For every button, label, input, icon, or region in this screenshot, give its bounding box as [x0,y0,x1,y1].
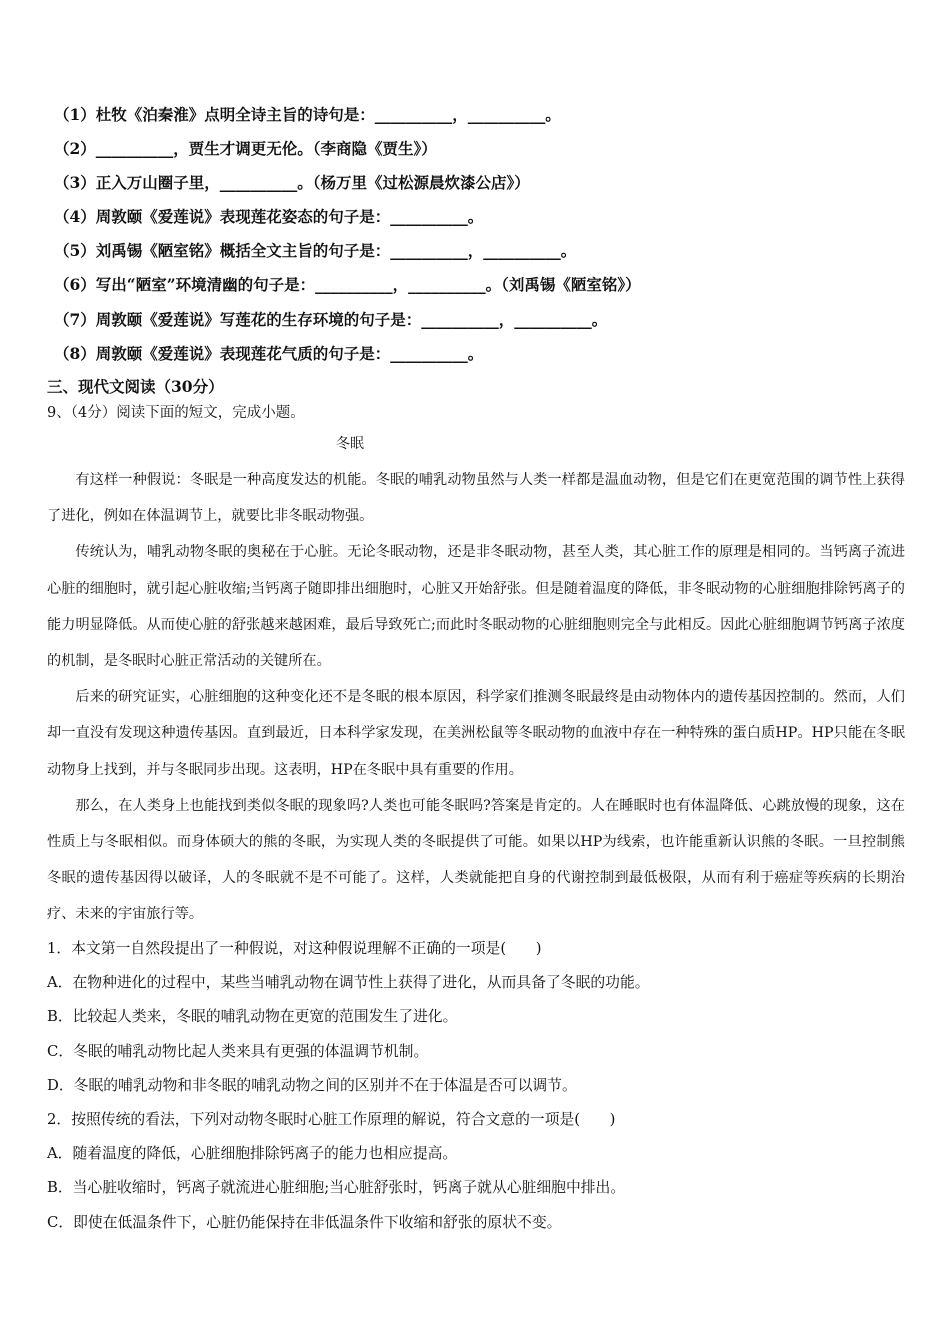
question-2-option-a: A．随着温度的降低，心脏细胞排除钙离子的能力也相应提高。 [47,1145,458,1163]
paragraph: 那么，在人类身上也能找到类似冬眠的现象吗?人类也可能冬眠吗?答案是肯定的。人在睡眠时也有体温降低、心跳放慢的现象，这在性质上与冬眠相似。而身体硕大的熊的冬眠，为实现人类的冬眠提供了可能。如果以HP为线索，也许能重新认识熊的冬眠。一旦控制熊冬眠的遗传基因得以破译，人的冬眠就不是不可能了。这样，人类就能把自身的代谢控制到最低极限，从而有利于癌症等疾病的长期治疗、未来的宇宙旅行等。 [47,797,905,923]
question-2-stem: 2．按照传统的看法，下列对动物冬眠时心脏工作原理的解说，符合文意的一项是( ) [47,1111,616,1129]
question-2-option-b: B．当心脏收缩时，钙离子就流进心脏细胞;当心脏舒张时，钙离子就从心脏细胞中排出。 [47,1179,626,1197]
fill-item-3: （3）正入万山圈子里，__________。（杨万里《过松源晨炊漆公店》） [54,173,530,192]
fill-item-6: （6）写出“陋室”环境清幽的句子是：__________，__________。（刘禹锡《陋室铭》） [54,275,641,294]
passage-body [47,462,905,933]
paragraph: 后来的研究证实，心脏细胞的这种变化还不是冬眠的根本原因，科学家们推测冬眠最终是由动物体内的遗传基因控制的。然而，人们却一直没有发现这种遗传基因。直到最近，日本科学家发现，在美洲松鼠等冬眠动物的血液中存在一种特殊的蛋白质HP。HP只能在冬眠动物身上找到，并与冬眠同步出现。这表明，HP在冬眠中具有重要的作用。 [47,689,905,778]
question-1-option-d: D．冬眠的哺乳动物和非冬眠的哺乳动物之间的区别并不在于体温是否可以调节。 [47,1076,577,1094]
paragraph: 有这样一种假说：冬眠是一种高度发达的机能。冬眠的哺乳动物虽然与人类一样都是温血动物，但是它们在更宽范围的调节性上获得了进化，例如在体温调节上，就要比非冬眠动物强。 [47,472,905,525]
fill-item-5: （5）刘禹锡《陋室铭》概括全文主旨的句子是：__________，__________。 [54,241,577,260]
question-1-stem: 1．本文第一自然段提出了一种假说，对这种假说理解不正确的一项是( ) [47,940,542,957]
questions [47,932,907,1240]
question-1-option-c: C．冬眠的哺乳动物比起人类来具有更强的体温调节机制。 [47,1042,429,1060]
fill-item-7: （7）周敦颐《爱莲说》写莲花的生存环境的句子是：__________，__________。 [54,310,608,329]
fill-item-4: （4）周敦颐《爱莲说》表现莲花姿态的句子是：__________。 [54,207,484,226]
question-9-intro: 9、（4分）阅读下面的短文，完成小题。 [47,405,305,421]
question-2-option-c: C．即使在低温条件下，心脏仍能保持在非低温条件下收缩和舒张的原状不变。 [47,1213,562,1231]
paragraph: 传统认为，哺乳动物冬眠的奥秘在于心脏。无论冬眠动物，还是非冬眠动物，甚至人类，其心脏工作的原理是相同的。当钙离子流进心脏的细胞时，就引起心脏收缩;当钙离子随即排出细胞时，心脏又开始舒张。但是随着温度的降低，非冬眠动物的心脏细胞排除钙离子的能力明显降低。从而使心脏的舒张越来越困难，最后导致死亡;而此时冬眠动物的心脏细胞则完全与此相反。因此心脏细胞调节钙离子浓度的机制，是冬眠时心脏正常活动的关键所在。 [47,544,905,670]
fill-item-2: （2）__________，贾生才调更无伦。（李商隐《贾生》） [54,139,437,158]
fill-item-8: （8）周敦颐《爱莲说》表现莲花气质的句子是：__________。 [54,344,484,363]
question-1-option-b: B．比较起人类来，冬眠的哺乳动物在更宽的范围发生了进化。 [47,1008,458,1026]
question-1-option-a: A．在物种进化的过程中，某些当哺乳动物在调节性上获得了进化，从而具备了冬眠的功能。 [47,974,650,992]
fill-item-1: （1）杜牧《泊秦淮》点明全诗主旨的诗句是：__________，__________。 [54,105,561,124]
section-heading: 三、现代文阅读（30分） [47,377,224,396]
passage-title: 冬眠 [336,436,364,452]
